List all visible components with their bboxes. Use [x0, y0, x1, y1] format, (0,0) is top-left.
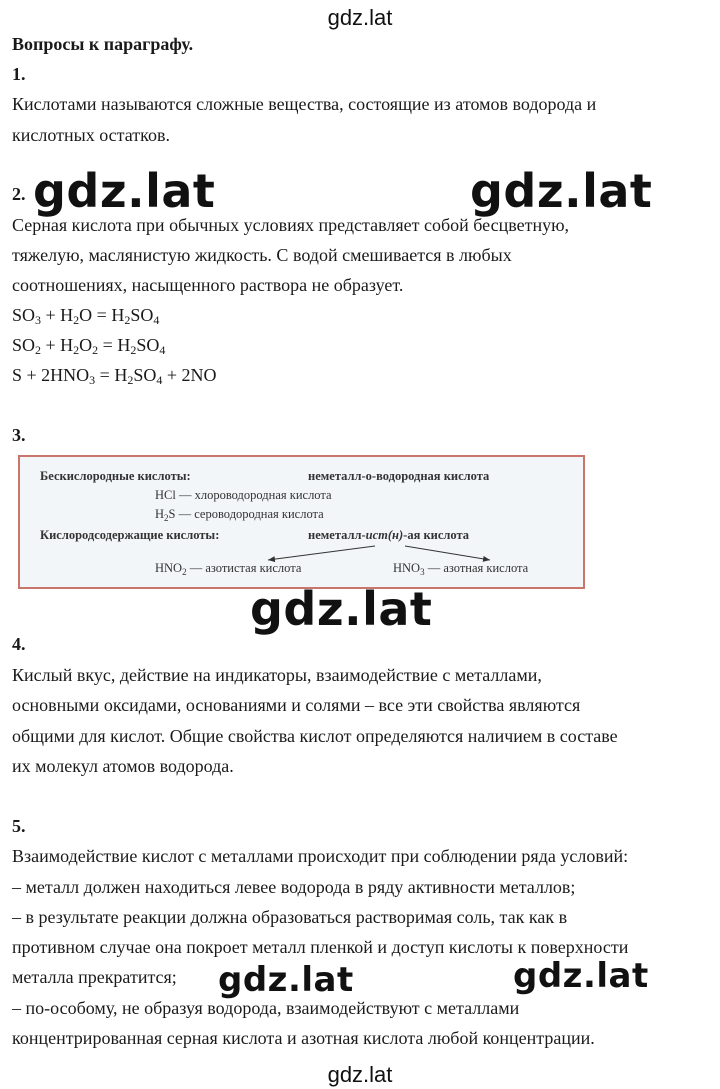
question-5-number: 5. — [12, 816, 26, 836]
equation-s-hno3: $S + 2HNO_3 = H_2SO_4 + 2NO$ — [12, 365, 217, 387]
question-5-line-4: противном случае она покроет металл пленкой и доступ кислоты к поверхности — [12, 937, 629, 957]
hno3-label: $HNO_3$ — азотная кислота — [393, 561, 529, 577]
question-5-line-6: – по-особому, не образуя водорода, взаимодействуют с металлами — [12, 998, 520, 1018]
oxo-acids-title: Кислородсодержащие кислоты: — [40, 528, 220, 542]
arrow-to-hno3 — [405, 546, 490, 560]
arrow-to-hno2 — [268, 546, 375, 560]
question-1-line-2: кислотных остатков. — [12, 125, 170, 145]
watermark-top: gdz.lat — [327, 5, 393, 30]
question-1-number: 1. — [12, 64, 26, 84]
section-heading: Вопросы к параграфу. — [12, 34, 194, 54]
question-5-line-1: Взаимодействие кислот с металлами происходит при соблюдении ряда условий: — [12, 846, 629, 866]
question-4-number: 4. — [12, 634, 26, 654]
hno2-label: $HNO_2$ — азотистая кислота — [155, 561, 302, 577]
oxo-acids-rule: неметалл-ист(н)-ая кислота — [308, 528, 470, 542]
question-4-line-2: основными оксидами, основаниями и солями – все эти свойства являются — [12, 695, 581, 715]
question-3-number: 3. — [12, 425, 26, 445]
question-2-line-1: Серная кислота при обычных условиях представляет собой бесцветную, — [12, 215, 570, 235]
question-5-line-7: концентрированная серная кислота и азотная кислота любой концентрации. — [12, 1028, 595, 1048]
hcl-label: HCl — хлороводородная кислота — [155, 488, 332, 502]
equation-so3-h2o: $SO_3 + H_2O = H_2SO_4$ — [12, 305, 160, 327]
equation-so2-h2o2: $SO_2 + H_2O_2 = H_2SO_4$ — [12, 335, 166, 357]
h2s-label: $H_2S$ — сероводородная кислота — [155, 507, 324, 523]
anoxic-acids-rule: неметалл-о-водородная кислота — [308, 469, 490, 483]
question-5-line-5: металла прекратится; — [12, 967, 177, 987]
watermark-large-1: gdz.lat — [33, 164, 216, 218]
watermark-large-5: gdz.lat — [513, 956, 649, 996]
watermark-large-3: gdz.lat — [250, 582, 433, 636]
question-2-number: 2. — [12, 184, 26, 204]
watermark-large-2: gdz.lat — [470, 164, 653, 218]
question-2-line-3: соотношениях, насыщенного раствора не образует. — [12, 275, 404, 295]
acid-naming-figure — [18, 455, 585, 589]
question-1-line-1: Кислотами называются сложные вещества, состоящие из атомов водорода и — [12, 94, 597, 114]
question-5-line-2: – металл должен находиться левее водорода в ряду активности металлов; — [12, 877, 576, 897]
question-4-line-3: общими для кислот. Общие свойства кислот определяются наличием в составе — [12, 726, 618, 746]
question-2-line-2: тяжелую, маслянистую жидкость. С водой смешивается в любых — [12, 245, 512, 265]
question-5-line-3: – в результате реакции должна образоваться растворимая соль, так как в — [12, 907, 568, 927]
watermark-large-4: gdz.lat — [218, 960, 354, 1000]
question-4-line-1: Кислый вкус, действие на индикаторы, взаимодействие с металлами, — [12, 665, 542, 685]
question-4-line-4: их молекул атомов водорода. — [12, 756, 234, 776]
anoxic-acids-title: Бескислородные кислоты: — [40, 469, 191, 483]
watermark-bottom: gdz.lat — [327, 1062, 393, 1087]
